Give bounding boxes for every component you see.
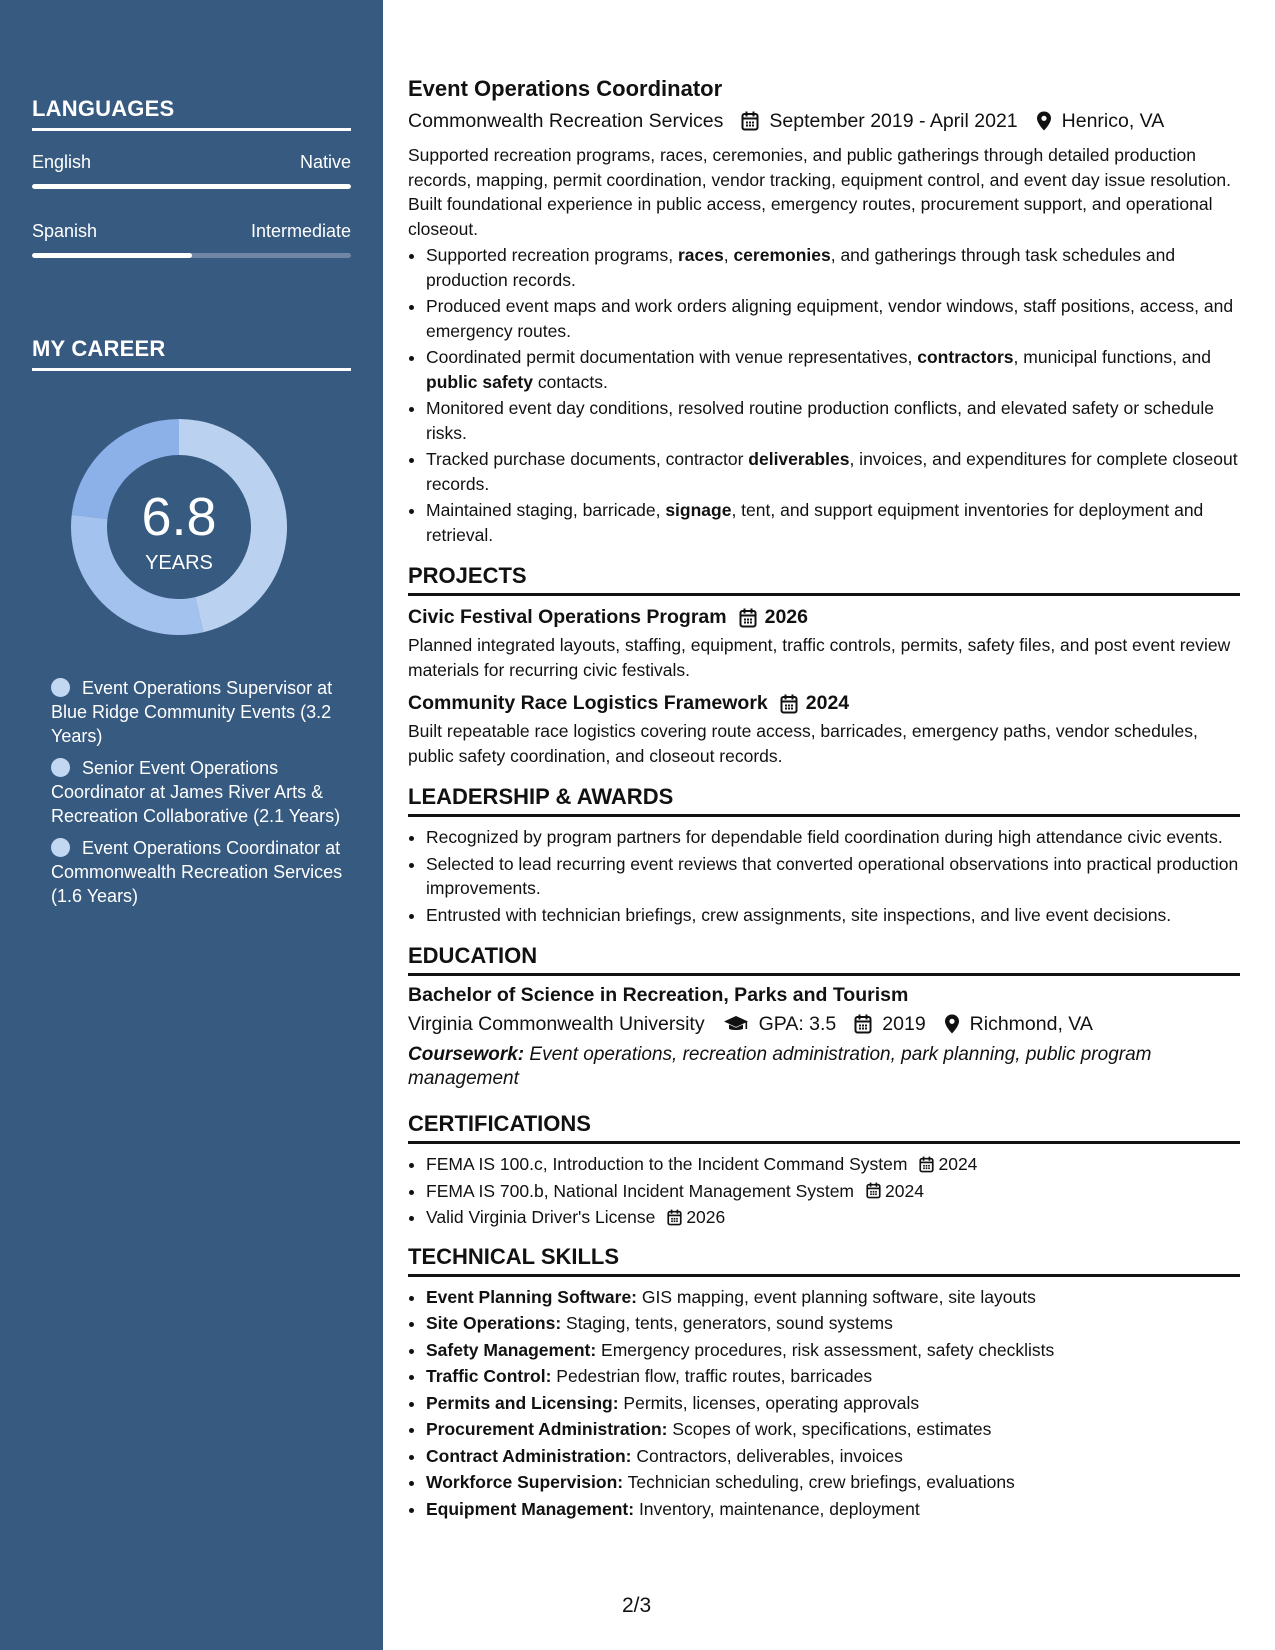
job-dates: September 2019 - April 2021 — [769, 110, 1018, 132]
gpa: GPA: 3.5 — [758, 1013, 837, 1035]
job-bullet — [426, 294, 1240, 343]
certifications-list — [408, 1152, 1240, 1230]
language-bar-spanish — [32, 253, 351, 258]
project-title-row — [408, 692, 1240, 715]
calendar-icon — [667, 1209, 682, 1226]
skill-label: Event Planning Software: — [426, 1286, 637, 1307]
career-heading: MY CAREER — [32, 336, 351, 371]
certification-year: 2026 — [686, 1207, 726, 1227]
leadership-item: • Selected to lead recurring event reviews that converted operational observations into practical production improvements. — [426, 852, 1240, 901]
leadership-item: • Entrusted with technician briefings, crew assignments, site inspections, and live event decisions. — [426, 903, 1240, 928]
skill-label: Site Operations: — [426, 1313, 562, 1333]
bullet-text: , municipal functions, and — [1013, 347, 1212, 367]
certification-name: • FEMA IS 700.b, National Incident Management System — [426, 1180, 854, 1201]
career-total-unit: YEARS — [145, 552, 213, 574]
skill-item — [426, 1391, 1240, 1416]
education-heading: EDUCATION — [408, 943, 1240, 976]
project-description: Planned integrated layouts, staffing, equipment, traffic controls, permits, safety files, and post event review materials for recurring civic festivals. — [408, 635, 1231, 680]
bullet-keyword: deliverables — [748, 449, 850, 469]
bullet-keyword: races — [677, 245, 724, 265]
calendar-icon — [780, 694, 798, 714]
leadership-heading: LEADERSHIP & AWARDS — [408, 784, 1240, 817]
bullet-text: Supported recreation programs, — [426, 245, 678, 265]
project-title: Civic Festival Operations Program — [408, 606, 727, 628]
bullet-text: contacts. — [532, 371, 608, 392]
bullet-keyword: contractors — [917, 347, 1014, 367]
skill-item — [426, 1470, 1240, 1495]
school-location: Richmond, VA — [969, 1013, 1093, 1035]
certifications-heading: CERTIFICATIONS — [408, 1111, 1240, 1144]
skill-value: Permits, licenses, operating approvals — [618, 1392, 920, 1413]
skill-value: Contractors, deliverables, invoices — [631, 1445, 903, 1466]
certification-name: • Valid Virginia Driver's License — [426, 1207, 656, 1227]
leadership-item: • Recognized by program partners for dependable field coordination during high attendance civic events. — [426, 825, 1240, 850]
certification-year: 2024 — [885, 1180, 924, 1201]
bullet-text: Coordinated permit documentation with venue representatives, — [426, 347, 918, 367]
bullet-text: , invoices, and expenditures for complete closeout records. — [426, 449, 1238, 494]
skill-label: Equipment Management: — [426, 1498, 635, 1519]
career-list — [51, 676, 351, 916]
bullet-text: Monitored event day conditions, resolved routine production conflicts, and elevated safety or schedule risks. — [426, 398, 1214, 443]
language-level: Native — [299, 152, 351, 172]
skill-item — [426, 1285, 1240, 1310]
skill-item — [426, 1444, 1240, 1469]
job-bullets — [408, 243, 1240, 547]
coursework-text: Event operations, recreation administration, park planning, public program management — [408, 1044, 1152, 1089]
skill-value: Emergency procedures, risk assessment, safety checklists — [596, 1339, 1055, 1360]
job-bullet — [426, 498, 1240, 547]
skill-label: Procurement Administration: — [426, 1419, 668, 1439]
skill-item — [426, 1497, 1240, 1522]
skill-item — [426, 1417, 1240, 1442]
skill-label: Contract Administration: — [426, 1445, 632, 1466]
skill-value: Pedestrian flow, traffic routes, barricades — [551, 1366, 873, 1386]
career-dot — [51, 678, 70, 697]
project-year: 2026 — [764, 606, 808, 628]
bullet-text: Maintained staging, barricade, — [426, 500, 666, 520]
sidebar — [0, 0, 383, 1650]
projects-heading: PROJECTS — [408, 563, 1240, 596]
project-title-row — [408, 606, 1240, 629]
project-title: Community Race Logistics Framework — [408, 692, 768, 714]
languages-heading: LANGUAGES — [32, 96, 351, 131]
location-pin-icon — [1036, 111, 1052, 131]
graduation-cap-icon — [723, 1015, 749, 1033]
language-name: Spanish — [32, 221, 98, 241]
skills-heading: TECHNICAL SKILLS — [408, 1244, 1240, 1277]
calendar-icon — [866, 1182, 881, 1199]
job-bullet — [426, 345, 1240, 394]
main-content — [408, 76, 1240, 1523]
skill-item — [426, 1311, 1240, 1336]
skill-item — [426, 1338, 1240, 1363]
job-bullet — [426, 396, 1240, 445]
bullet-text: , tent, and support equipment inventories for deployment and retrieval. — [426, 500, 1204, 545]
certification-name: • FEMA IS 100.c, Introduction to the Incident Command System — [426, 1154, 908, 1174]
bullet-text: Produced event maps and work orders aligning equipment, vendor windows, staff positions, access, and emergency routes. — [426, 296, 1234, 341]
certification-year: 2024 — [938, 1154, 978, 1174]
bullet-text: , — [723, 245, 734, 265]
skill-value: Scopes of work, specifications, estimates — [667, 1419, 992, 1439]
language-level: Intermediate — [250, 221, 351, 241]
career-dot — [51, 838, 70, 857]
bullet-text: , and gatherings through task schedules and production records. — [426, 245, 1176, 290]
skill-label: Traffic Control: — [426, 1366, 552, 1386]
career-donut-chart — [66, 414, 292, 640]
career-item-text: Senior Event Operations Coordinator at James River Arts & Recreation Collaborative (2.1 Years) — [51, 758, 341, 826]
calendar-icon — [919, 1156, 934, 1173]
language-bar-english — [32, 184, 351, 189]
page-number: 2/3 — [622, 1594, 652, 1617]
job-meta — [408, 108, 1240, 134]
skill-item — [426, 1364, 1240, 1389]
job-bullet — [426, 243, 1240, 292]
coursework — [408, 1043, 1240, 1091]
skill-label: Workforce Supervision: — [426, 1472, 624, 1492]
skill-value: GIS mapping, event planning software, site layouts — [637, 1286, 1036, 1307]
calendar-icon — [854, 1014, 872, 1034]
education-meta — [408, 1011, 1240, 1037]
job-title: Event Operations Coordinator — [408, 76, 723, 101]
calendar-icon — [739, 608, 757, 628]
project-description: Built repeatable race logistics covering route access, barricades, emergency paths, vendor schedules, public safety coordination, and closeout records. — [408, 721, 1198, 766]
career-item-text: Event Operations Coordinator at Commonwealth Recreation Services (1.6 Years) — [51, 838, 343, 906]
skill-value: Staging, tents, generators, sound systems — [561, 1313, 893, 1333]
career-item — [51, 756, 351, 828]
calendar-icon — [741, 111, 759, 131]
bullet-keyword: public safety — [426, 371, 533, 392]
job-summary: Supported recreation programs, races, ceremonies, and public gatherings through detailed production records, mapping, permit coordination, vendor tracking, equipment control, and event day issue resolution. Built foundational experience in public access, emergency routes, procurement support, and operational closeout. — [408, 145, 1231, 239]
certification-item — [426, 1205, 1240, 1230]
bullet-keyword: ceremonies — [733, 245, 831, 265]
bullet-keyword: signage — [665, 500, 732, 520]
career-total-value: 6.8 — [141, 487, 217, 547]
degree-title: Bachelor of Science in Recreation, Parks and Tourism — [408, 984, 909, 1006]
career-item — [51, 676, 351, 748]
school-name: Virginia Commonwealth University — [408, 1013, 705, 1035]
career-dot — [51, 758, 70, 777]
certification-item — [426, 1152, 1240, 1177]
bullet-text: Tracked purchase documents, contractor — [426, 449, 749, 469]
graduation-year: 2019 — [882, 1013, 926, 1035]
language-bar-fill — [32, 253, 192, 258]
leadership-list — [408, 825, 1240, 927]
location-pin-icon — [944, 1014, 960, 1034]
skill-value: Technician scheduling, crew briefings, evaluations — [623, 1472, 1015, 1492]
certification-item — [426, 1179, 1240, 1204]
coursework-label: Coursework: — [408, 1044, 525, 1065]
language-row-english — [32, 152, 351, 173]
project-year: 2024 — [805, 692, 850, 714]
language-bar-fill — [32, 184, 351, 189]
skill-label: Permits and Licensing: — [426, 1392, 619, 1413]
skills-list — [408, 1285, 1240, 1522]
language-name: English — [32, 152, 92, 172]
job-location: Henrico, VA — [1061, 110, 1165, 132]
job-bullet — [426, 447, 1240, 496]
career-item-text: Event Operations Supervisor at Blue Ridge Community Events (3.2 Years) — [51, 678, 333, 746]
company-name: Commonwealth Recreation Services — [408, 110, 724, 132]
career-item — [51, 836, 351, 908]
language-row-spanish — [32, 221, 351, 242]
skill-value: Inventory, maintenance, deployment — [634, 1498, 920, 1519]
skill-label: Safety Management: — [426, 1339, 597, 1360]
